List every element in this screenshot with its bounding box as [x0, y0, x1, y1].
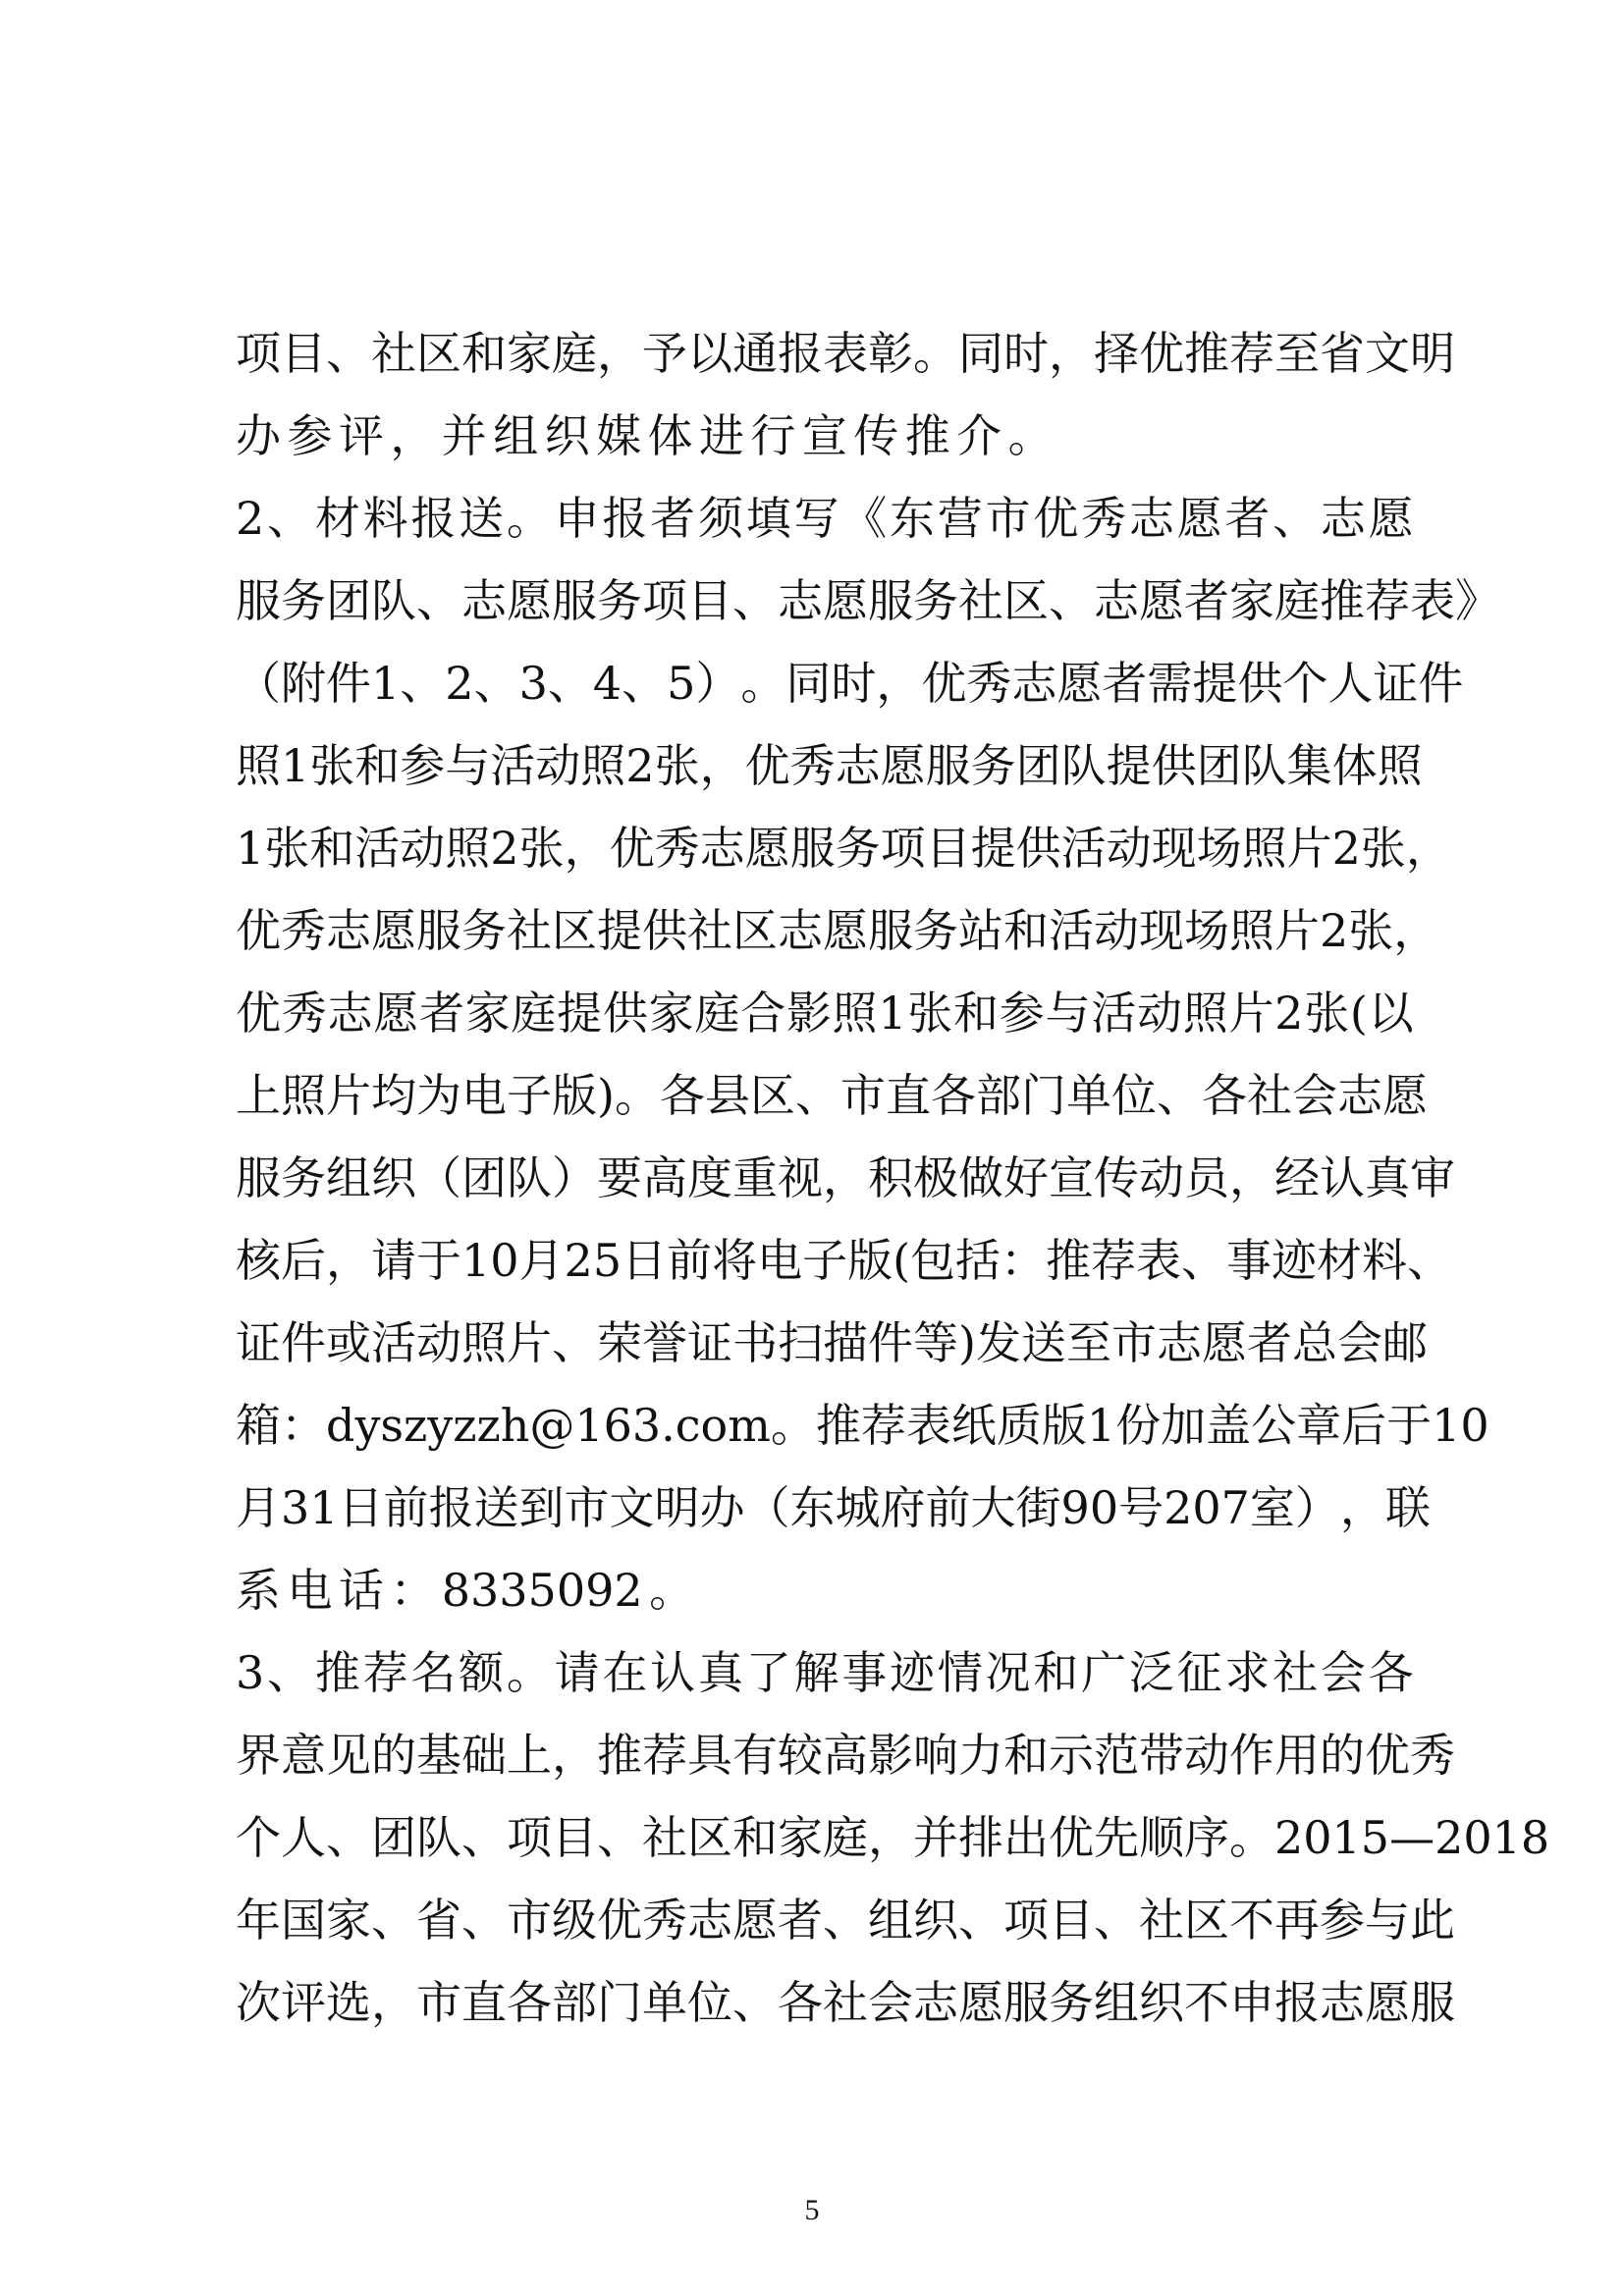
text-line: 箱 ： dyszyzzh@163.com 。 推 荐 表 纸 质 版 1 份 加 盖 公 章 后 于 10 — [236, 1399, 1489, 1452]
text-line: 照 1 张 和 参 与 活 动 照 2 张 ， 优 秀 志 愿 服 务 团 队 提 供 团 队 集 体 照 — [236, 739, 1423, 792]
text-line: 2 、 材 料 报 送 。 申 报 者 须 填 写 《 东 营 市 优 秀 志 愿 者 、 志 愿 — [236, 492, 1414, 545]
text-line: 项 目 、 社 区 和 家 庭 ， 予 以 通 报 表 彰 。 同 时 ， 择 优 推 荐 至 省 文 明 — [236, 327, 1455, 380]
text-line: 优 秀 志 愿 者 家 庭 提 供 家 庭 合 影 照 1 张 和 参 与 活 动 照 片 2 张 ( 以 — [236, 987, 1414, 1040]
text-line: 年 国 家 、 省 、 市 级 优 秀 志 愿 者 、 组 织 、 项 目 、 社 区 不 再 参 与 此 — [236, 1894, 1455, 1947]
text-line: 上 照 片 均 为 电 子 版 ) 。 各 县 区 、 市 直 各 部 门 单 位 、 各 社 会 志 愿 — [236, 1069, 1428, 1122]
text-line: 优 秀 志 愿 服 务 社 区 提 供 社 区 志 愿 服 务 站 和 活 动 现 场 照 片 2 张 ， — [236, 904, 1439, 957]
text-line: （ 附 件 1 、 2 、 3 、 4 、 5 ） 。 同 时 ， 优 秀 志 愿 者 需 提 供 个 人 证 件 — [236, 657, 1464, 710]
text-line: 证 件 或 活 动 照 片 、 荣 誉 证 书 扫 描 件 等 ) 发 送 至 市 志 愿 者 总 会 邮 — [236, 1316, 1428, 1369]
text-line: 服 务 团 队 、 志 愿 服 务 项 目 、 志 愿 服 务 社 区 、 志 愿 者 家 庭 推 荐 表 》 — [236, 574, 1500, 627]
text-line: 月 31 日 前 报 送 到 市 文 明 办 （ 东 城 府 前 大 街 90 号 207 室 ） ， 联 — [236, 1481, 1431, 1534]
text-line: 服 务 组 织 （ 团 队 ） 要 高 度 重 视 ， 积 极 做 好 宣 传 动 员 ， 经 认 真 审 — [236, 1151, 1455, 1204]
text-line: 系 电 话 ： 8335092 。 — [236, 1564, 695, 1617]
text-line: 办 参 评 ， 并 组 织 媒 体 进 行 宣 传 推 介 。 — [236, 409, 1054, 462]
text-line: 核 后 ， 请 于 10 月 25 日 前 将 电 子 版 ( 包 括 ： 推 荐 表 、 事 迹 材 料 、 — [236, 1234, 1453, 1287]
text-line: 次 评 选 ， 市 直 各 部 门 单 位 、 各 社 会 志 愿 服 务 组 织 不 申 报 志 愿 服 — [236, 1976, 1455, 2029]
text-line: 3 、 推 荐 名 额 。 请 在 认 真 了 解 事 迹 情 况 和 广 泛 征 求 社 会 各 — [236, 1646, 1414, 1699]
text-line: 界 意 见 的 基 础 上 ， 推 荐 具 有 较 高 影 响 力 和 示 范 带 动 作 用 的 优 秀 — [236, 1729, 1455, 1782]
page-number: 5 — [804, 2194, 820, 2226]
text-line: 个 人 、 团 队 、 项 目 、 社 区 和 家 庭 ， 并 排 出 优 先 顺 序 。 2015 — 2018 — [236, 1811, 1550, 1864]
text-line: 1 张 和 活 动 照 2 张 ， 优 秀 志 愿 服 务 项 目 提 供 活 动 现 场 照 片 2 张 ， — [236, 822, 1451, 875]
body-text — [236, 312, 1550, 2044]
